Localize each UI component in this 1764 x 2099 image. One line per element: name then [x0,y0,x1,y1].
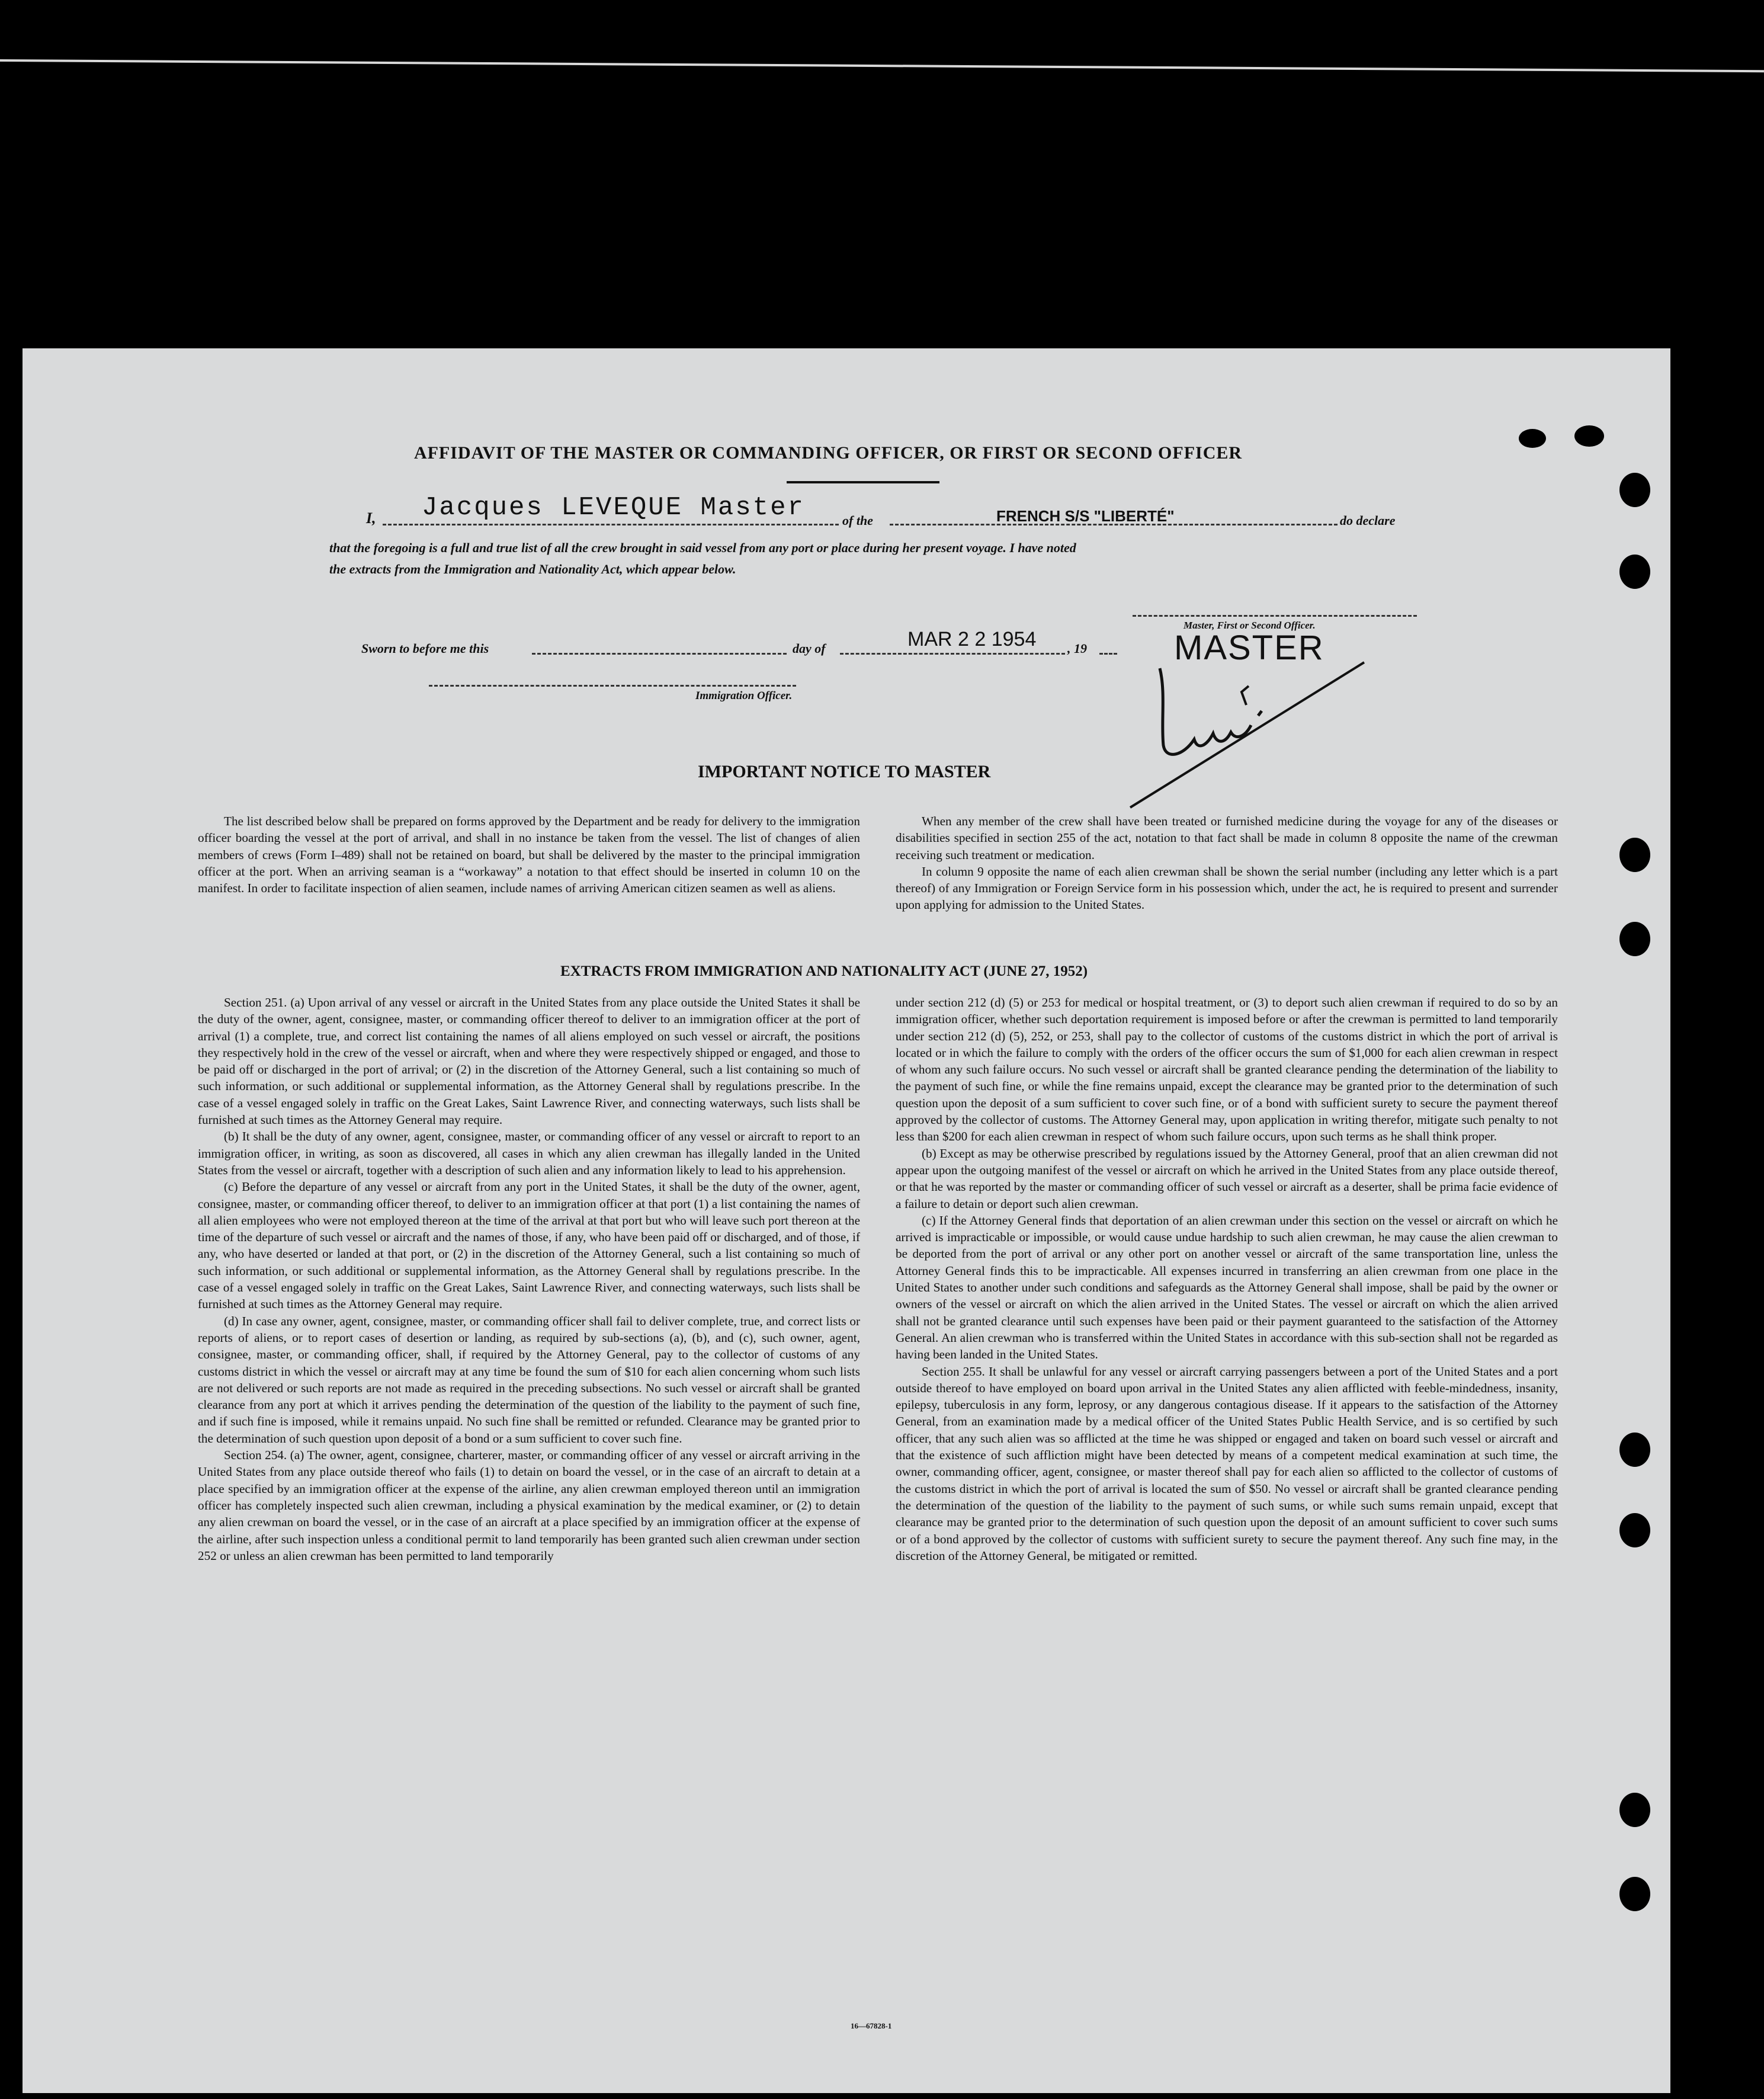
vessel-name-value[interactable]: FRENCH S/S "LIBERTÉ" [996,507,1175,525]
do-declare-label: do declare [1340,513,1396,528]
section-251-d: (d) In case any owner, agent, consignee, master, or commanding officer shall fail to deliver complete, true, and correct lists or reports of aliens, or to report cases of desertion or landing, as required by sub-sections (a), (b), and (c), such owner, agent, consignee, master, or commanding officer, shall, if required by the Attorney General, pay to the collector of customs of any customs district in which the vessel or aircraft may at any time be found the sum of $10 for each alien concerning whom such lists are not delivered or such reports are not made as required in the preceding subsections. No such vessel or aircraft shall be granted clearance from any port at which it arrives pending the determination of the question of the liability to the payment of such fine, and if such fine is imposed, while it remains unpaid. No such fine shall be remitted or refunded. Clearance may be granted prior to the determination of such question upon deposit of a bond or a sum sufficient to cover such fine. [198,1313,860,1446]
binder-hole [1619,838,1650,872]
binder-hole [1619,1513,1650,1547]
title-underline [787,481,939,483]
notice-title: IMPORTANT NOTICE TO MASTER [698,762,991,781]
binder-hole [1619,473,1650,507]
binder-hole [1619,1433,1650,1467]
immigration-officer-caption: Immigration Officer. [695,690,793,702]
affidavit-title: AFFIDAVIT OF THE MASTER OR COMMANDING OFFICER, OR FIRST OR SECOND OFFICER [413,443,1243,463]
year-line [1099,653,1117,655]
date-stamp: MAR 2 2 1954 [907,628,1037,650]
binder-hole [1619,1877,1650,1911]
name-line [383,524,839,525]
master-name-value[interactable]: Jacques LEVEQUE Master [422,493,805,523]
declaration-line-1: that the foregoing is a full and true list of all the crew brought in said vessel from any port or place during her present voyage. I have noted [329,540,1076,555]
binder-hole [1619,922,1650,956]
officer-signature-line [1133,615,1417,617]
section-254-c: (c) If the Attorney General finds that deportation of an alien crewman under this section on the vessel or aircraft on which he arrived is impracticable or impossible, or would cause undue hardship to such alien crewman, he may cause the alien crewman to be deported from the port of arrival or any other port on another vessel or aircraft of the same transportation line, unless the Attorney General finds this to be impracticable. All expenses incurred in transferring an alien crewman from one place in the United States to another under such conditions and safeguards as the Attorney General shall impose, shall be paid by the owner or owners of the vessel or aircraft on which the alien arrived in the United States. The vessel or aircraft on which the alien arrived shall not be granted clearance until such expenses have been paid or their payment guaranteed to the satisfaction of the Attorney General. An alien crewman who is transferred within the United States in accordance with this sub-section shall not be regarded as having been landed in the United States. [896,1213,1558,1362]
notice-right-paragraph-1: When any member of the crew shall have been treated or furnished medicine during the voyage for any of the diseases or disabilities specified in section 255 of the act, notation to that fact shall be made in column 8 opposite the name of the crewman receiving such treatment or medication. [896,814,1558,862]
section-254-b: (b) Except as may be otherwise prescribed by regulations issued by the Attorney General, proof that an alien crewman did not appear upon the outgoing manifest of the vessel or aircraft on which he arrived in the United States from any place outside thereof, or that he was reported by the master or commanding officer of such vessel or aircraft as a deserter, shall be prima facie evidence of a failure to detain or deport such alien crewman. [896,1146,1558,1211]
notice-left-column [198,813,860,896]
affidavit-prefix: I, [366,509,376,527]
officer-caption: Master, First or Second Officer. [1184,620,1316,631]
notice-right-column [896,813,1558,914]
day-of-label: day of [793,641,826,656]
notice-right-paragraph-2: In column 9 opposite the name of each alien crewman shall be shown the serial number (including any letter which is a part thereof) of any Immigration or Foreign Service form in his possession which, under the act, he is required to present and surrender upon applying for admission to the United States. [896,864,1558,912]
section-251-a: Section 251. (a) Upon arrival of any vessel or aircraft in the United States from any place outside the United States it shall be the duty of the owner, agent, consignee, master, or commanding officer thereof to deliver to an immigration officer at the port of arrival (1) a complete, true, and correct list containing the names of all aliens employed on such vessel or aircraft, the positions they respectively hold in the crew of the vessel or aircraft, when and where they were respectively shipped or engaged, and those to be paid off or discharged in the port of arrival; or (2) in the discretion of the Attorney General, such a list containing so much of such information, or such additional or supplemental information, as the Attorney General shall by regulations prescribe. In the case of a vessel engaged solely in traffic on the Great Lakes, Saint Lawrence River, and connecting waterways, such lists shall be furnished at such times as the Attorney General may require. [198,995,860,1127]
document-page [23,348,1670,2093]
handwritten-signature [1124,656,1373,810]
extracts-title: EXTRACTS FROM IMMIGRATION AND NATIONALITY ACT (JUNE 27, 1952) [560,963,1088,979]
immigration-officer-line [429,685,796,687]
form-number: 16—67828-1 [851,2021,892,2030]
sworn-day-line [532,653,787,655]
section-254-a-continued: under section 212 (d) (5) or 253 for medical or hospital treatment, or (3) to deport such alien crewman if required to do so by an immigration officer, whether such deportation requirement is imposed before or after the crewman is permitted to land temporarily under section 212 (d) (5), 252, or 253, shall pay to the collector of customs of the customs district in which the port of arrival is located or in which the failure to comply with the orders of the officer occurs the sum of $1,000 for each alien crewman in respect of whom any such failure occurs. No such vessel or aircraft shall be granted clearance pending the determination of the liability to the payment of such fine, or while the fine remains unpaid, except the clearance may be granted prior to the determination of such question upon the deposit of a sum sufficient to cover such fine, or of a bond with sufficient surety to secure the payment thereof approved by the collector of customs. The Attorney General may, upon application in writing therefor, mitigate such penalty to not less than $200 for each alien crewman in respect of whom such failure occurs, upon such terms as he shall think proper. [896,995,1558,1144]
master-stamp: MASTER [1174,629,1324,667]
declaration-line-2: the extracts from the Immigration and Nationality Act, which appear below. [329,562,736,576]
punch-mark [1519,429,1546,448]
binder-hole [1619,1793,1650,1827]
binder-hole [1619,555,1650,589]
section-254-a: Section 254. (a) The owner, agent, consignee, charterer, master, or commanding officer of any vessel or aircraft arriving in the United States from any place outside thereof who fails (1) to detain on board the vessel, or in the case of an aircraft to detain at a place specified by an immigration officer at the expense of the airline, any alien crewman employed thereon until an immigration officer has completely inspected such alien crewman, including a physical examination by the medical examiner, or (2) to detain any alien crewman on board the vessel, or in the case of an aircraft at a place specified by an immigration officer at the expense of the airline, after such inspection unless a conditional permit to land temporarily has been granted such alien crewman under section 252 or unless an alien crewman has been permitted to land temporarily [198,1448,860,1563]
year-prefix: , 19 [1067,641,1087,656]
sworn-label: Sworn to before me this [361,641,489,656]
scanner-top-edge-line [0,59,1764,72]
extracts-left-column [198,994,860,1564]
punch-mark [1574,425,1604,447]
section-251-b: (b) It shall be the duty of any owner, agent, consignee, master, or commanding officer of any vessel or aircraft to report to an immigration officer, in writing, as soon as discovered, all cases in which any alien crewman has illegally landed in the United States from the vessel or aircraft, together with a description of such alien and any information likely to lead to his apprehension. [198,1129,860,1177]
section-255: Section 255. It shall be unlawful for any vessel or aircraft carrying passengers between a port of the United States and a port outside thereof to have employed on board upon arrival in the United States any alien afflicted with feeble-mindedness, insanity, epilepsy, tuberculosis in any form, leprosy, or any dangerous contagious disease. If it appears to the satisfaction of the Attorney General, from an examination made by a medical officer of the United States Public Health Service, and is so certified by such officer, that any such alien was so afflicted at the time he was shipped or engaged and taken on board such vessel or aircraft and that the existence of such affliction might have been detected by means of a competent medical examination at such time, the owner, commanding officer, agent, consignee, or master thereof shall pay for each alien so afflicted to the collector of customs of the customs district in which the port of arrival is located the sum of $50. No vessel or aircraft shall be granted clearance pending the determination of the question of the liability to the payment of such sums, or while such sums remain unpaid, except that clearance may be granted prior to the determination of such question upon the deposit of an amount sufficient to cover such sums or of a bond approved by the collector of customs with sufficient surety to secure the payment thereof. Any such fine may, in the discretion of the Attorney General, be mitigated or remitted. [896,1364,1558,1563]
notice-left-paragraph: The list described below shall be prepared on forms approved by the Department and be ready for delivery to the immigration officer boarding the vessel at the port of arrival, and shall in no instance be taken from the vessel. The list of changes of alien members of crews (Form I–489) shall not be retained on board, but shall be delivered by the master to the principal immigration officer at the port. When an arriving seaman is a “workaway” a notation to that effect should be inserted in column 10 on the manifest. In order to facilitate inspection of alien seamen, include names of arriving American citizen seamen as well as aliens. [198,814,860,896]
section-251-c: (c) Before the departure of any vessel or aircraft from any port in the United States, it shall be the duty of the owner, agent, consignee, master, or commanding officer thereof, to deliver to an immigration officer at that port (1) a list containing the names of all alien employees who were not employed thereon at the time of the arrival at that port but who will leave such port thereon at the time of the departure of such vessel or aircraft and the names of those, if any, who have been paid off or discharged, and of those, if any, who have deserted or landed at that port, or (2) in the discretion of the Attorney General, such a list containing so much of such information, or such additional or supplemental information, as the Attorney General shall by regulations prescribe. In the case of a vessel engaged solely in traffic on the Great Lakes, Saint Lawrence River, and connecting waterways, such lists shall be furnished at such times as the Attorney General may require. [198,1180,860,1312]
of-the-label: of the [842,513,873,528]
extracts-right-column [896,994,1558,1564]
sworn-date-line [840,653,1065,655]
